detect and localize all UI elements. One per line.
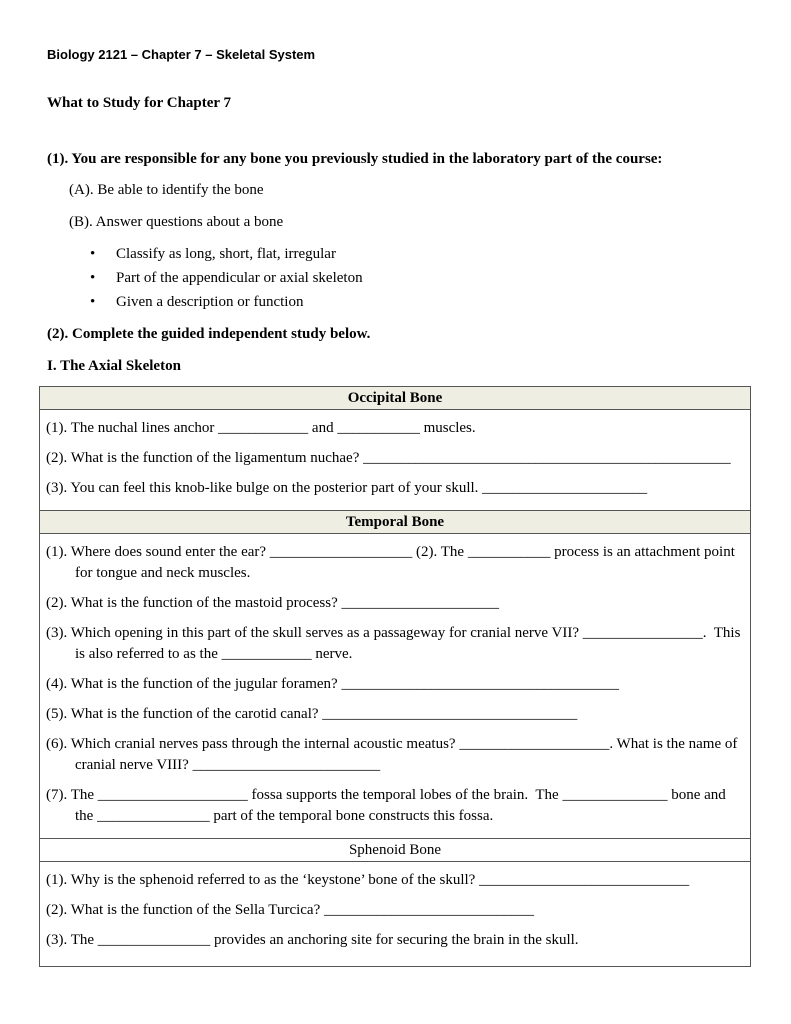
temporal-q7: (7). The ____________________ fossa supports the temporal lobes of the brain. The ______________ bone and the _______________ part of the temporal bone constructs this fossa. xyxy=(46,787,730,824)
occipital-questions xyxy=(40,410,750,511)
temporal-q2: (2). What is the function of the mastoid process? _____________________ xyxy=(46,595,499,611)
study-table xyxy=(39,386,751,967)
intro-point-1: (1). You are responsible for any bone you previously studied in the laboratory part of the course: xyxy=(47,151,663,167)
temporal-q4: (4). What is the function of the jugular foramen? _____________________________________ xyxy=(46,676,619,692)
bullet-icon: • xyxy=(90,246,96,262)
occipital-q1: (1). The nuchal lines anchor ____________ and ___________ muscles. xyxy=(46,420,476,436)
intro-sub-b: (B). Answer questions about a bone xyxy=(69,214,284,230)
intro-sub-a: (A). Be able to identify the bone xyxy=(69,182,264,198)
occipital-q2: (2). What is the function of the ligamentum nuchae? _________________________________________________ xyxy=(46,450,731,466)
sphenoid-q3: (3). The _______________ provides an anchoring site for securing the brain in the skull. xyxy=(46,932,579,948)
list-item xyxy=(90,246,363,270)
list-item xyxy=(90,270,363,294)
temporal-q1: (1). Where does sound enter the ear? ___________________ (2). The ___________ process is an attachment point for tongue and neck muscles. xyxy=(46,544,739,581)
intro-point-2: (2). Complete the guided independent study below. xyxy=(47,326,371,342)
bullet-icon: • xyxy=(90,270,96,286)
bullet-list xyxy=(90,246,363,318)
temporal-q5: (5). What is the function of the carotid canal? __________________________________ xyxy=(46,706,578,722)
bullet-icon: • xyxy=(90,294,96,310)
occipital-q3: (3). You can feel this knob-like bulge on the posterior part of your skull. ______________________ xyxy=(46,480,648,496)
sphenoid-q1: (1). Why is the sphenoid referred to as the ‘keystone’ bone of the skull? ____________________________ xyxy=(46,872,690,888)
list-item xyxy=(90,294,363,318)
temporal-q3: (3). Which opening in this part of the skull serves as a passageway for cranial nerve VII? ________________. This is also referred to as the ____________ nerve. xyxy=(46,625,745,662)
sphenoid-header: Sphenoid Bone xyxy=(40,839,750,862)
list-item-text: Given a description or function xyxy=(116,294,304,310)
list-item-text: Part of the appendicular or axial skeleton xyxy=(116,270,363,286)
occipital-header: Occipital Bone xyxy=(40,387,750,410)
course-title: Biology 2121 – Chapter 7 – Skeletal System xyxy=(47,47,316,62)
temporal-questions xyxy=(40,534,750,839)
sphenoid-questions xyxy=(40,862,750,966)
list-item-text: Classify as long, short, flat, irregular xyxy=(116,246,336,262)
section-title: I. The Axial Skeleton xyxy=(47,358,181,374)
temporal-q6: (6). Which cranial nerves pass through the internal acoustic meatus? ____________________. What is the name of cranial nerve VIII? _________________________ xyxy=(46,736,742,773)
temporal-header: Temporal Bone xyxy=(40,511,750,534)
study-title: What to Study for Chapter 7 xyxy=(47,95,232,111)
sphenoid-q2: (2). What is the function of the Sella Turcica? ____________________________ xyxy=(46,902,534,918)
